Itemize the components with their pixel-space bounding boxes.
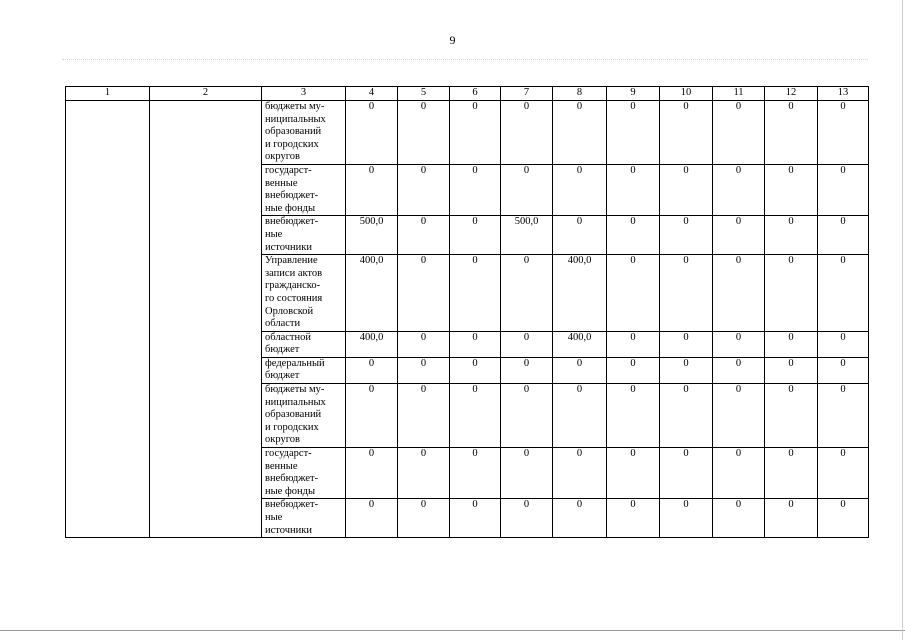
value-cell: 0 xyxy=(765,357,818,383)
source-label-cell xyxy=(262,164,346,215)
value-cell: 400,0 xyxy=(346,255,398,332)
source-label-line: ниципальных xyxy=(265,396,326,408)
value-cell: 0 xyxy=(607,331,660,357)
source-label-cell xyxy=(262,255,346,332)
source-label-line: ные xyxy=(265,512,283,523)
budget-table xyxy=(65,86,869,538)
header-cell: 11 xyxy=(713,87,765,101)
value-cell: 0 xyxy=(713,331,765,357)
source-label-line: внебюджет- xyxy=(265,499,319,511)
value-cell: 0 xyxy=(398,384,450,448)
source-label-line: внебюджет- xyxy=(265,216,319,228)
table-body xyxy=(66,101,869,538)
source-label-line: федеральный xyxy=(265,357,325,369)
value-cell: 0 xyxy=(501,448,553,499)
value-cell: 0 xyxy=(346,499,398,538)
value-cell: 0 xyxy=(398,216,450,255)
value-cell: 0 xyxy=(818,499,869,538)
value-cell: 0 xyxy=(398,331,450,357)
source-label-line: бюджеты му- xyxy=(265,384,325,396)
source-label-line: бюджет xyxy=(265,344,300,356)
column-2-cell xyxy=(150,101,262,538)
value-cell: 0 xyxy=(501,499,553,538)
source-label-line: округов xyxy=(265,151,300,163)
value-cell: 0 xyxy=(765,216,818,255)
header-cell: 12 xyxy=(765,87,818,101)
value-cell: 0 xyxy=(398,101,450,165)
header-cell: 13 xyxy=(818,87,869,101)
value-cell: 0 xyxy=(765,331,818,357)
header-cell: 1 xyxy=(66,87,150,101)
source-label-line: округов xyxy=(265,434,300,446)
value-cell: 0 xyxy=(660,101,713,165)
header-cell: 8 xyxy=(553,87,607,101)
value-cell: 0 xyxy=(398,499,450,538)
top-rule xyxy=(62,59,868,60)
value-cell: 400,0 xyxy=(553,331,607,357)
value-cell: 0 xyxy=(713,255,765,332)
value-cell: 0 xyxy=(501,357,553,383)
page-number: 9 xyxy=(449,33,456,47)
source-label-line: венные xyxy=(265,177,298,189)
value-cell: 0 xyxy=(553,499,607,538)
value-cell: 0 xyxy=(450,101,501,165)
value-cell: 0 xyxy=(660,499,713,538)
source-label-line: бюджеты му- xyxy=(265,101,325,112)
value-cell: 0 xyxy=(501,101,553,165)
value-cell: 0 xyxy=(346,384,398,448)
source-label-cell xyxy=(262,101,346,165)
value-cell: 0 xyxy=(553,357,607,383)
value-cell: 0 xyxy=(501,384,553,448)
header-cell: 2 xyxy=(150,87,262,101)
source-label-cell xyxy=(262,384,346,448)
source-label-line: источники xyxy=(265,241,312,253)
value-cell: 0 xyxy=(818,101,869,165)
header-cell: 3 xyxy=(262,87,346,101)
header-cell: 9 xyxy=(607,87,660,101)
source-label-line: ные фонды xyxy=(265,202,316,214)
value-cell: 0 xyxy=(398,448,450,499)
value-cell: 0 xyxy=(765,448,818,499)
value-cell: 0 xyxy=(713,357,765,383)
value-cell: 0 xyxy=(346,357,398,383)
value-cell: 500,0 xyxy=(501,216,553,255)
source-label-line: бюджет xyxy=(265,370,300,382)
value-cell: 0 xyxy=(765,255,818,332)
value-cell: 0 xyxy=(398,357,450,383)
header-row xyxy=(66,87,869,101)
value-cell: 0 xyxy=(660,216,713,255)
header-cell: 7 xyxy=(501,87,553,101)
value-cell: 0 xyxy=(553,101,607,165)
value-cell: 0 xyxy=(501,164,553,215)
value-cell: 0 xyxy=(607,499,660,538)
value-cell: 0 xyxy=(553,216,607,255)
value-cell: 0 xyxy=(450,164,501,215)
source-label-cell xyxy=(262,357,346,383)
source-label-line: источники xyxy=(265,524,312,536)
value-cell: 0 xyxy=(818,357,869,383)
value-cell: 0 xyxy=(765,384,818,448)
value-cell: 0 xyxy=(607,101,660,165)
value-cell: 0 xyxy=(765,499,818,538)
value-cell: 0 xyxy=(818,255,869,332)
value-cell: 0 xyxy=(713,101,765,165)
value-cell: 0 xyxy=(660,331,713,357)
header-cell: 5 xyxy=(398,87,450,101)
value-cell: 0 xyxy=(450,331,501,357)
source-label-line: ные xyxy=(265,228,283,240)
page-right-edge xyxy=(902,0,903,640)
source-label-line: области xyxy=(265,318,301,330)
source-label-line: образований xyxy=(265,126,322,138)
value-cell: 0 xyxy=(660,164,713,215)
source-label-line: образований xyxy=(265,409,322,421)
source-label-line: областной xyxy=(265,331,311,343)
value-cell: 0 xyxy=(660,255,713,332)
source-label-cell xyxy=(262,331,346,357)
value-cell: 0 xyxy=(818,448,869,499)
value-cell: 400,0 xyxy=(346,331,398,357)
source-label-line: и городских xyxy=(265,138,319,150)
value-cell: 0 xyxy=(450,448,501,499)
source-label-line: внебюджет- xyxy=(265,473,319,485)
value-cell: 0 xyxy=(660,448,713,499)
value-cell: 0 xyxy=(607,164,660,215)
value-cell: 0 xyxy=(450,357,501,383)
value-cell: 0 xyxy=(553,384,607,448)
source-label-line: гражданско- xyxy=(265,280,321,292)
source-label-line: ниципальных xyxy=(265,113,326,125)
source-label-line: венные xyxy=(265,460,298,472)
page-bottom-edge xyxy=(0,630,905,631)
value-cell: 0 xyxy=(501,331,553,357)
value-cell: 0 xyxy=(607,448,660,499)
value-cell: 0 xyxy=(450,216,501,255)
value-cell: 0 xyxy=(713,384,765,448)
value-cell: 0 xyxy=(346,101,398,165)
source-label-line: государст- xyxy=(265,164,312,176)
source-label-line: внебюджет- xyxy=(265,190,319,202)
value-cell: 0 xyxy=(660,357,713,383)
value-cell: 0 xyxy=(607,384,660,448)
header-cell: 4 xyxy=(346,87,398,101)
value-cell: 0 xyxy=(713,164,765,215)
value-cell: 0 xyxy=(713,499,765,538)
source-label-cell xyxy=(262,216,346,255)
value-cell: 0 xyxy=(660,384,713,448)
value-cell: 0 xyxy=(450,255,501,332)
source-label-cell xyxy=(262,499,346,538)
column-1-cell xyxy=(66,101,150,538)
value-cell: 0 xyxy=(607,357,660,383)
source-label-cell xyxy=(262,448,346,499)
value-cell: 0 xyxy=(818,331,869,357)
source-label-line: государст- xyxy=(265,448,312,460)
value-cell: 0 xyxy=(765,164,818,215)
value-cell: 0 xyxy=(346,164,398,215)
source-label-line: Орловской xyxy=(265,305,314,317)
value-cell: 0 xyxy=(553,448,607,499)
source-label-line: ные фонды xyxy=(265,485,316,497)
value-cell: 400,0 xyxy=(553,255,607,332)
value-cell: 0 xyxy=(346,448,398,499)
value-cell: 0 xyxy=(765,101,818,165)
source-label-line: записи актов xyxy=(265,267,323,279)
value-cell: 0 xyxy=(713,216,765,255)
value-cell: 0 xyxy=(553,164,607,215)
value-cell: 500,0 xyxy=(346,216,398,255)
value-cell: 0 xyxy=(607,216,660,255)
value-cell: 0 xyxy=(398,255,450,332)
source-label-line: го состояния xyxy=(265,292,323,304)
value-cell: 0 xyxy=(607,255,660,332)
table-row xyxy=(66,101,869,165)
value-cell: 0 xyxy=(818,164,869,215)
source-label-line: Управление xyxy=(265,255,318,267)
value-cell: 0 xyxy=(818,384,869,448)
source-label-line: и городских xyxy=(265,421,319,433)
value-cell: 0 xyxy=(501,255,553,332)
header-cell: 10 xyxy=(660,87,713,101)
value-cell: 0 xyxy=(450,384,501,448)
value-cell: 0 xyxy=(450,499,501,538)
value-cell: 0 xyxy=(713,448,765,499)
value-cell: 0 xyxy=(398,164,450,215)
value-cell: 0 xyxy=(818,216,869,255)
header-cell: 6 xyxy=(450,87,501,101)
